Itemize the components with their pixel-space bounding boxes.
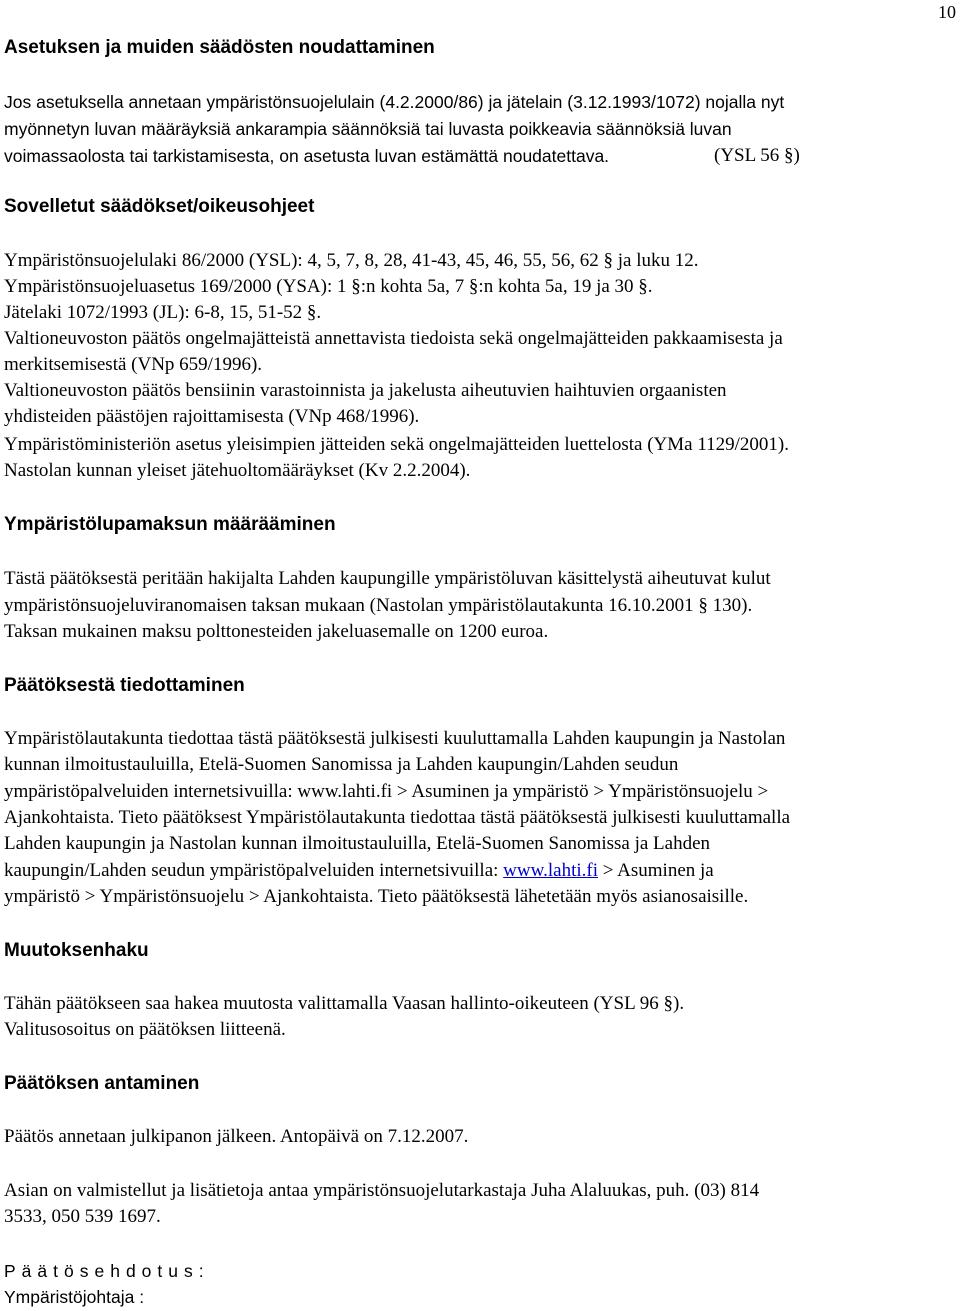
notification-line: ympäristö > Ympäristönsuojelu > Ajankohtaista. Tieto päätöksestä lähetetään myös asianosaisille. [4, 886, 749, 907]
compliance-ref: (YSL 56 §) [714, 145, 800, 166]
fee-heading: Ympäristölupamaksun määrääminen [4, 514, 336, 535]
compliance-line-3: voimassaolosta tai tarkistamisesta, on asetusta luvan estämättä noudatettava. [4, 146, 610, 166]
notification-line: Ajankohtaista. Tieto päätöksest Ympäristölautakunta tiedottaa tästä päätöksestä julkisesti kuuluttamalla [4, 807, 791, 828]
notification-line: Lahden kaupungin ja Nastolan kunnan ilmoitustauluilla, Etelä-Suomen Sanomissa ja Lahden [4, 833, 711, 854]
fee-line: Tästä päätöksestä peritään hakijalta Lahden kaupungille ympäristöluvan käsittelystä aiheutuvat kulut [4, 568, 771, 589]
issuance-heading: Päätöksen antaminen [4, 1073, 200, 1094]
lahti-link[interactable]: www.lahti.fi [503, 860, 598, 881]
regulation-line: Nastolan kunnan yleiset jätehuoltomääräykset (Kv 2.2.2004). [4, 460, 471, 481]
signer-title: Ympäristöjohtaja : [4, 1287, 145, 1307]
notification-heading: Päätöksestä tiedottaminen [4, 675, 245, 696]
notification-line [4, 858, 714, 884]
regulation-line: Ympäristönsuojeluasetus 169/2000 (YSA): 1 §:n kohta 5a, 7 §:n kohta 5a, 19 ja 30 §. [4, 276, 653, 297]
regulation-line: yhdisteiden päästöjen rajoittamisesta (VNp 468/1996). [4, 406, 420, 427]
notification-line: kunnan ilmoitustauluilla, Etelä-Suomen Sanomissa ja Lahden kaupungin/Lahden seudun [4, 754, 679, 775]
regulation-line: Ympäristöministeriön asetus yleisimpien jätteiden sekä ongelmajätteiden luettelosta (YMa 1129/2001). [4, 434, 789, 455]
notification-line: ympäristöpalveluiden internetsivuilla: www.lahti.fi > Asuminen ja ympäristö > Ympäristönsuojelu > [4, 781, 769, 802]
compliance-line-2: myönnetyn luvan määräyksiä ankarampia säännöksiä tai luvasta poikkeavia säännöksiä luvan [4, 119, 732, 139]
appeal-line: Valitusosoitus on päätöksen liitteenä. [4, 1019, 286, 1040]
appeal-line: Tähän päätökseen saa hakea muutosta valittamalla Vaasan hallinto-oikeuteen (YSL 96 §). [4, 993, 685, 1014]
notification-line: Ympäristölautakunta tiedottaa tästä päätöksestä julkisesti kuuluttamalla Lahden kaupungin ja Nastolan [4, 728, 786, 749]
regulation-line: Ympäristönsuojelulaki 86/2000 (YSL): 4, 5, 7, 8, 28, 41-43, 45, 46, 55, 56, 62 § ja luku 12. [4, 250, 699, 271]
fee-line: Taksan mukainen maksu polttonesteiden jakeluasemalle on 1200 euroa. [4, 621, 549, 642]
compliance-heading: Asetuksen ja muiden säädösten noudattaminen [4, 37, 435, 58]
regulations-heading: Sovelletut säädökset/oikeusohjeet [4, 196, 315, 217]
notification-line-6-prefix: kaupungin/Lahden seudun ympäristöpalveluiden internetsivuilla: [4, 860, 504, 881]
contact-line: 3533, 050 539 1697. [4, 1206, 161, 1227]
regulation-line: merkitsemisestä (VNp 659/1996). [4, 354, 263, 375]
regulation-line: Valtioneuvoston päätös bensiinin varastoinnista ja jakelusta aiheutuvien haihtuvien orgaanisten [4, 380, 727, 401]
issuance-line: Päätös annetaan julkipanon jälkeen. Antopäivä on 7.12.2007. [4, 1126, 469, 1147]
notification-line-6-suffix: > Asuminen ja [597, 860, 714, 881]
proposal-label: Päätösehdotus: [4, 1261, 210, 1281]
fee-line: ympäristönsuojeluviranomaisen taksan mukaan (Nastolan ympäristölautakunta 16.10.2001 § 130). [4, 595, 753, 616]
regulation-line: Valtioneuvoston päätös ongelmajätteistä annettavista tiedoista sekä ongelmajätteiden pakkaamisesta ja [4, 328, 783, 349]
page-number: 10 [938, 2, 956, 22]
contact-line: Asian on valmistellut ja lisätietoja antaa ympäristönsuojelutarkastaja Juha Alaluukas, puh. (03) 814 [4, 1180, 760, 1201]
regulation-line: Jätelaki 1072/1993 (JL): 6-8, 15, 51-52 §. [4, 302, 322, 323]
compliance-line-1: Jos asetuksella annetaan ympäristönsuojelulain (4.2.2000/86) ja jätelain (3.12.1993/1072) nojalla nyt [4, 92, 785, 112]
appeal-heading: Muutoksenhaku [4, 940, 149, 961]
